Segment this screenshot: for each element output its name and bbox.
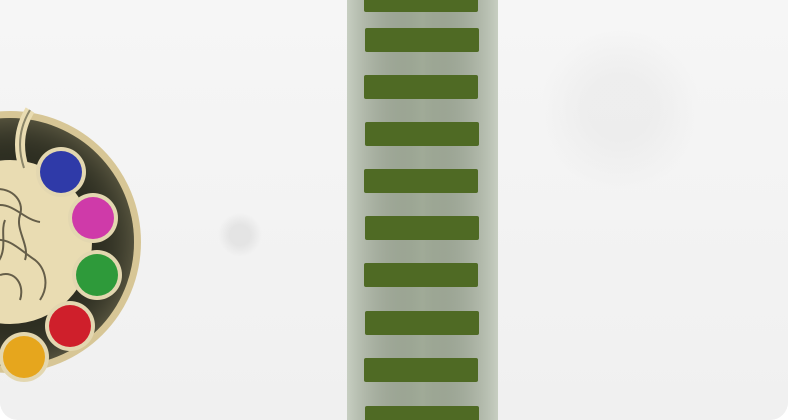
strip-bar <box>364 358 478 382</box>
strip-bar <box>365 28 479 52</box>
strip-bar <box>364 263 478 287</box>
color-disc <box>0 110 141 382</box>
blue-dot <box>40 151 82 193</box>
strip-bar <box>365 216 479 240</box>
red-dot <box>49 305 91 347</box>
strip-bar <box>365 311 479 335</box>
strip-shade <box>347 0 498 420</box>
green-dot <box>76 254 118 296</box>
magenta-dot <box>72 197 114 239</box>
strip-bar <box>364 169 478 193</box>
strip-bar <box>365 122 479 146</box>
strip-bar <box>364 75 478 99</box>
strip-bar <box>365 406 479 420</box>
ladder-strip <box>347 0 498 420</box>
strip-bar <box>364 0 478 12</box>
yellow-dot <box>3 336 45 378</box>
